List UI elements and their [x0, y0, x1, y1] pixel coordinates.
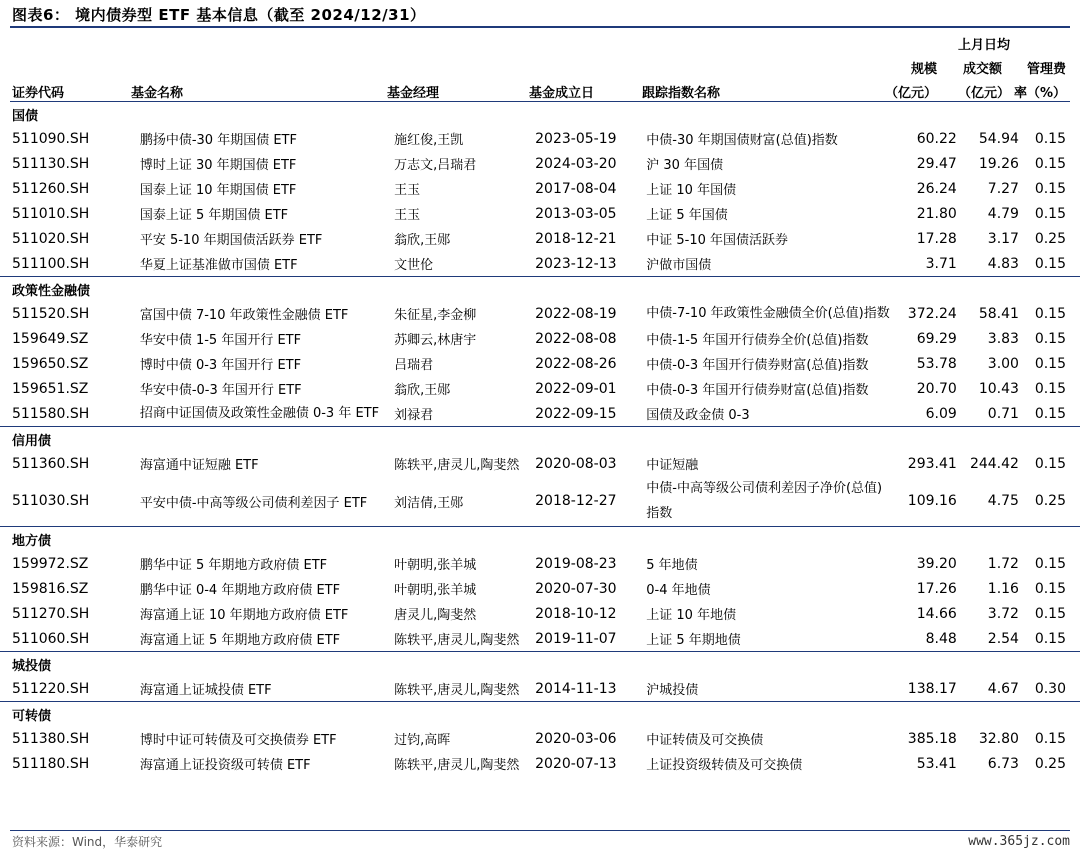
cell-inception-date: 2022-09-01: [535, 380, 617, 397]
cell-turnover: 58.41: [978, 305, 1019, 322]
cell-code: 511090.SH: [12, 130, 90, 147]
cell-code: 159972.SZ: [12, 555, 89, 572]
source-note: 资料来源：Wind，华泰研究: [12, 835, 163, 849]
cell-fee: 0.15: [1034, 305, 1066, 322]
cell-index-name: 中证短融: [646, 458, 699, 473]
cell-fund-name: 海富通上证投资级可转债 ETF: [139, 758, 311, 773]
cell-fund-name: 海富通上证 5 年期地方政府债 ETF: [139, 633, 341, 648]
cell-inception-date: 2018-12-27: [535, 493, 617, 509]
cell-size: 8.48: [925, 630, 957, 647]
watermark: www.365jz.com: [968, 834, 1070, 849]
table-row: [0, 226, 1080, 251]
cell-manager: 陈轶平,唐灵儿,陶斐然: [394, 633, 520, 648]
cell-fund-name: 国泰上证 10 年期国债 ETF: [139, 183, 297, 198]
cell-manager: 翁欣,王郧: [394, 233, 451, 248]
header-size-line1: 规模: [910, 62, 937, 77]
header-size-line2: （亿元）: [884, 86, 937, 101]
cell-turnover: 1.72: [987, 555, 1019, 572]
cell-inception-date: 2022-09-15: [535, 405, 617, 422]
table-row: [0, 451, 1080, 476]
cell-size: 109.16: [907, 493, 957, 509]
category-label: 国债: [12, 108, 39, 124]
cell-turnover: 4.79: [987, 205, 1019, 222]
cell-code: 511520.SH: [12, 305, 90, 322]
cell-index-name: 中债-0-3 年国开行债券财富(总值)指数: [646, 383, 869, 398]
category-label: 可转债: [0, 702, 1080, 727]
table-row: [0, 176, 1080, 201]
cell-turnover: 19.26: [978, 155, 1019, 172]
cell-code: 159816.SZ: [12, 580, 89, 597]
table-row: [0, 476, 1080, 527]
cell-inception-date: 2017-08-04: [535, 180, 617, 197]
cell-fund-name: 鹏华中证 0-4 年期地方政府债 ETF: [139, 583, 341, 598]
cell-turnover: 4.83: [987, 255, 1019, 272]
table-row: [0, 376, 1080, 401]
cell-turnover: 4.75: [987, 493, 1019, 509]
cell-index-name: 5 年地债: [646, 558, 698, 573]
cell-index-name: 沪城投债: [646, 683, 699, 698]
table-row: [0, 601, 1080, 626]
cell-manager: 吕瑞君: [394, 358, 434, 373]
cell-size: 14.66: [916, 605, 957, 622]
header-manager: 基金经理: [387, 86, 440, 101]
cell-code: 511220.SH: [12, 680, 90, 697]
cell-size: 21.80: [916, 205, 957, 222]
cell-code: 511130.SH: [12, 155, 90, 172]
header-name: 基金名称: [131, 86, 184, 101]
cell-inception-date: 2023-05-19: [535, 130, 617, 147]
cell-code: 511010.SH: [12, 205, 90, 222]
cell-fund-name: 海富通上证 10 年期地方政府债 ETF: [139, 608, 349, 623]
cell-fund-name: 博时中证可转债及可交换债券 ETF: [139, 733, 337, 748]
cell-fee: 0.15: [1034, 630, 1066, 647]
cell-fee: 0.15: [1034, 555, 1066, 572]
header-fee-line1: 管理费: [1026, 62, 1066, 77]
header-turnover-line3: （亿元）: [957, 86, 1010, 101]
cell-turnover: 10.43: [978, 380, 1019, 397]
cell-turnover: 1.16: [987, 580, 1019, 597]
cell-manager: 陈轶平,唐灵儿,陶斐然: [394, 683, 520, 698]
table-row: [0, 676, 1080, 702]
cell-fund-name: 博时上证 30 年期国债 ETF: [139, 158, 297, 173]
category-row: [0, 277, 1080, 302]
cell-inception-date: 2023-12-13: [535, 255, 617, 272]
cell-inception-date: 2014-11-13: [535, 680, 617, 697]
cell-inception-date: 2020-08-03: [535, 455, 617, 472]
cell-fee: 0.15: [1034, 730, 1066, 747]
footer-rule: [10, 830, 1070, 831]
cell-size: 385.18: [907, 730, 957, 747]
cell-code: 511270.SH: [12, 605, 90, 622]
cell-fund-name: 平安中债-中高等级公司债利差因子 ETF: [139, 495, 368, 511]
table-row: [0, 551, 1080, 576]
cell-inception-date: 2019-11-07: [535, 630, 617, 647]
cell-manager: 刘洁倩,王郧: [394, 495, 464, 511]
table-row: [0, 126, 1080, 151]
cell-turnover: 244.42: [969, 455, 1019, 472]
cell-index-name: 国债及政金债 0-3: [646, 408, 750, 423]
table-row: [0, 626, 1080, 652]
cell-size: 293.41: [907, 455, 957, 472]
cell-inception-date: 2022-08-26: [535, 355, 617, 372]
cell-fund-name: 鹏华中证 5 年期地方政府债 ETF: [139, 558, 328, 573]
table-row: [0, 576, 1080, 601]
category-label: 城投债: [0, 652, 1080, 677]
cell-fund-name: 博时中债 0-3 年国开行 ETF: [139, 358, 302, 373]
table-row: [0, 351, 1080, 376]
cell-fund-name: 平安 5-10 年期国债活跃券 ETF: [139, 233, 323, 248]
cell-fee: 0.15: [1034, 455, 1066, 472]
cell-code: 511260.SH: [12, 180, 90, 197]
cell-fund-name: 华安中债-0-3 年国开行 ETF: [139, 383, 302, 398]
cell-turnover: 3.83: [987, 330, 1019, 347]
cell-index-name: 中证转债及可交换债: [646, 733, 764, 748]
cell-turnover: 3.72: [987, 605, 1019, 622]
cell-size: 138.17: [907, 680, 957, 697]
cell-size: 29.47: [916, 155, 957, 172]
cell-index-name: 上证 10 年地债: [646, 608, 737, 623]
cell-manager: 叶朝明,张羊城: [394, 558, 477, 573]
table-row: [0, 301, 1080, 326]
title-rule: [10, 26, 1070, 28]
cell-fee: 0.15: [1034, 255, 1066, 272]
cell-fee: 0.15: [1034, 180, 1066, 197]
cell-fund-name: 富国中债 7-10 年政策性金融债 ETF: [139, 308, 349, 323]
cell-index-name: 中债-中高等级公司债利差因子净价(总值)指数: [646, 481, 883, 521]
cell-size: 17.28: [916, 230, 957, 247]
table-row: [0, 201, 1080, 226]
header-date: 基金成立日: [529, 86, 595, 101]
cell-code: 511030.SH: [12, 493, 90, 509]
cell-code: 159650.SZ: [12, 355, 89, 372]
cell-inception-date: 2018-10-12: [535, 605, 617, 622]
cell-manager: 王玉: [394, 183, 421, 198]
cell-turnover: 4.67: [987, 680, 1019, 697]
category-label: 信用债: [0, 427, 1080, 452]
cell-fee: 0.15: [1034, 205, 1066, 222]
cell-index-name: 中债-30 年期国债财富(总值)指数: [646, 133, 838, 148]
category-label: 政策性金融债: [0, 277, 1080, 302]
cell-turnover: 32.80: [978, 730, 1019, 747]
cell-manager: 施红俊,王凯: [394, 133, 464, 148]
cell-turnover: 3.00: [987, 355, 1019, 372]
cell-inception-date: 2022-08-08: [535, 330, 617, 347]
cell-fund-name: 海富通上证城投债 ETF: [139, 683, 272, 698]
header-turnover-line1: 上月日均: [957, 38, 1010, 53]
cell-size: 20.70: [916, 380, 957, 397]
cell-fund-name: 招商中证国债及政策性金融债 0-3 年 ETF: [139, 406, 380, 421]
table-row: [0, 751, 1080, 776]
cell-turnover: 7.27: [987, 180, 1019, 197]
cell-manager: 王玉: [394, 208, 421, 223]
cell-fee: 0.25: [1034, 493, 1066, 509]
cell-code: 511100.SH: [12, 255, 90, 272]
cell-manager: 文世伦: [394, 258, 434, 273]
table-row: [0, 151, 1080, 176]
cell-fee: 0.25: [1034, 755, 1066, 772]
cell-manager: 刘禄君: [394, 408, 434, 423]
cell-fund-name: 鹏扬中债-30 年期国债 ETF: [139, 133, 297, 148]
cell-code: 511360.SH: [12, 455, 90, 472]
cell-index-name: 中证 5-10 年国债活跃券: [646, 233, 789, 248]
cell-size: 372.24: [907, 305, 957, 322]
cell-index-name: 中债-7-10 年政策性金融债全价(总值)指数: [646, 306, 890, 321]
cell-code: 159649.SZ: [12, 330, 89, 347]
cell-manager: 陈轶平,唐灵儿,陶斐然: [394, 458, 520, 473]
cell-code: 511380.SH: [12, 730, 90, 747]
cell-size: 17.26: [916, 580, 957, 597]
cell-fee: 0.15: [1034, 380, 1066, 397]
header-index: 跟踪指数名称: [642, 86, 721, 101]
cell-fund-name: 华夏上证基准做市国债 ETF: [139, 258, 298, 273]
cell-index-name: 沪做市国债: [646, 258, 712, 273]
cell-index-name: 上证 5 年期地债: [646, 633, 741, 648]
header-fee-line2: 率（%）: [1013, 86, 1066, 101]
cell-size: 53.41: [916, 755, 957, 772]
cell-turnover: 6.73: [987, 755, 1019, 772]
cell-inception-date: 2019-08-23: [535, 555, 617, 572]
category-row: [0, 102, 1080, 126]
cell-fee: 0.15: [1034, 330, 1066, 347]
cell-index-name: 沪 30 年国债: [646, 158, 724, 173]
cell-index-name: 中债-0-3 年国开行债券财富(总值)指数: [646, 358, 869, 373]
cell-manager: 翁欣,王郧: [394, 383, 451, 398]
table-row: [0, 401, 1080, 427]
cell-fund-name: 华安中债 1-5 年国开行 ETF: [139, 333, 302, 348]
page-title: 图表6： 境内债券型 ETF 基本信息（截至 2024/12/31）: [12, 6, 426, 24]
category-row: [0, 702, 1080, 727]
table-row: [0, 726, 1080, 751]
cell-code: 511060.SH: [12, 630, 90, 647]
cell-turnover: 2.54: [987, 630, 1019, 647]
cell-fund-name: 国泰上证 5 年期国债 ETF: [139, 208, 289, 223]
cell-fee: 0.15: [1034, 130, 1066, 147]
cell-manager: 万志文,吕瑞君: [394, 158, 477, 173]
cell-size: 26.24: [916, 180, 957, 197]
cell-inception-date: 2020-03-06: [535, 730, 617, 747]
etf-table: [0, 102, 1080, 776]
category-label: 地方债: [0, 527, 1080, 552]
cell-turnover: 3.17: [987, 230, 1019, 247]
category-row: [0, 652, 1080, 677]
cell-inception-date: 2024-03-20: [535, 155, 617, 172]
cell-manager: 过钧,高晖: [394, 733, 451, 748]
cell-code: 511180.SH: [12, 755, 90, 772]
header-code: 证券代码: [12, 86, 65, 101]
cell-turnover: 54.94: [978, 130, 1019, 147]
cell-size: 3.71: [925, 255, 957, 272]
table-row: [0, 251, 1080, 277]
cell-code: 511580.SH: [12, 405, 90, 422]
cell-index-name: 0-4 年地债: [646, 583, 711, 598]
cell-index-name: 上证投资级转债及可交换债: [646, 758, 803, 773]
cell-fee: 0.15: [1034, 155, 1066, 172]
cell-inception-date: 2020-07-30: [535, 580, 617, 597]
cell-manager: 唐灵儿,陶斐然: [394, 608, 477, 623]
cell-fee: 0.15: [1034, 405, 1066, 422]
cell-inception-date: 2022-08-19: [535, 305, 617, 322]
cell-size: 69.29: [916, 330, 957, 347]
category-row: [0, 427, 1080, 452]
cell-size: 6.09: [925, 405, 957, 422]
cell-size: 39.20: [916, 555, 957, 572]
cell-index-name: 中债-1-5 年国开行债券全价(总值)指数: [646, 333, 869, 348]
cell-inception-date: 2013-03-05: [535, 205, 617, 222]
cell-index-name: 上证 10 年国债: [646, 183, 737, 198]
cell-fee: 0.30: [1034, 680, 1066, 697]
cell-fund-name: 海富通中证短融 ETF: [139, 458, 259, 473]
header-turnover-line2: 成交额: [962, 62, 1002, 77]
cell-inception-date: 2020-07-13: [535, 755, 617, 772]
cell-fee: 0.25: [1034, 230, 1066, 247]
cell-fee: 0.15: [1034, 355, 1066, 372]
cell-size: 53.78: [916, 355, 957, 372]
cell-manager: 陈轶平,唐灵儿,陶斐然: [394, 758, 520, 773]
cell-code: 511020.SH: [12, 230, 90, 247]
cell-manager: 叶朝明,张羊城: [394, 583, 477, 598]
cell-index-name: 上证 5 年国债: [646, 208, 728, 223]
cell-inception-date: 2018-12-21: [535, 230, 617, 247]
cell-turnover: 0.71: [987, 405, 1019, 422]
cell-manager: 苏卿云,林唐宇: [394, 333, 477, 348]
cell-manager: 朱征星,李金柳: [394, 308, 477, 323]
category-row: [0, 527, 1080, 552]
table-row: [0, 326, 1080, 351]
cell-fee: 0.15: [1034, 605, 1066, 622]
cell-size: 60.22: [916, 130, 957, 147]
cell-code: 159651.SZ: [12, 380, 89, 397]
cell-fee: 0.15: [1034, 580, 1066, 597]
